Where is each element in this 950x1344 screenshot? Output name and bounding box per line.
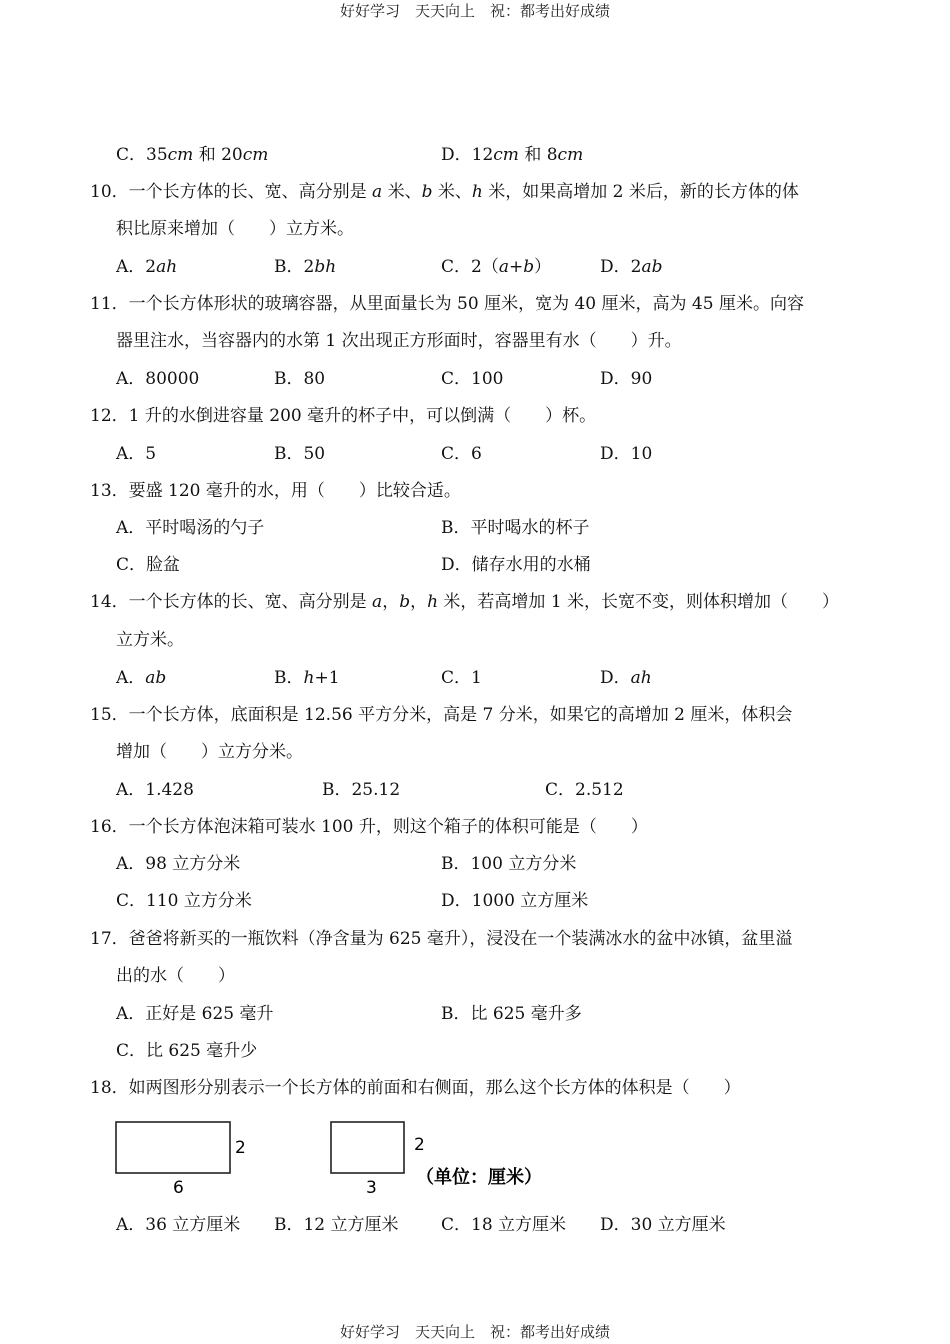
question-17-option-a[interactable]: A．正好是 625 毫升 bbox=[116, 1004, 274, 1024]
front-face-rect bbox=[116, 1122, 230, 1173]
side-face-rect bbox=[331, 1122, 404, 1173]
question-10-option-a[interactable]: A．2ah bbox=[116, 257, 178, 277]
prev-option-c: C．35cm 和 20cm bbox=[116, 145, 269, 165]
question-16-text: 16．一个长方体泡沫箱可装水 100 升，则这个箱子的体积可能是（ ） bbox=[90, 817, 648, 837]
question-10-option-c[interactable]: C．2（a+b） bbox=[441, 257, 552, 277]
question-12-option-d[interactable]: D．10 bbox=[600, 444, 653, 464]
question-15-option-a[interactable]: A．1.428 bbox=[116, 780, 194, 800]
question-14-option-a[interactable]: A．ab bbox=[116, 668, 167, 688]
question-18-option-d[interactable]: D．30 立方厘米 bbox=[600, 1215, 726, 1235]
question-11-text-cont: 器里注水，当容器内的水第 1 次出现正方形面时，容器里有水（ ）升。 bbox=[116, 331, 682, 351]
question-16-option-c[interactable]: C．110 立方分米 bbox=[116, 891, 252, 911]
question-13-option-c[interactable]: C．脸盆 bbox=[116, 555, 181, 575]
question-15-option-b[interactable]: B．25.12 bbox=[322, 780, 401, 800]
question-18-option-b[interactable]: B．12 立方厘米 bbox=[274, 1215, 399, 1235]
question-14-option-c[interactable]: C．1 bbox=[441, 668, 482, 688]
question-10-option-b[interactable]: B．2bh bbox=[274, 257, 337, 277]
question-13-option-a[interactable]: A．平时喝汤的勺子 bbox=[116, 518, 265, 538]
question-14-option-d[interactable]: D．ah bbox=[600, 668, 652, 688]
question-16-option-b[interactable]: B．100 立方分米 bbox=[441, 854, 577, 874]
question-16-option-a[interactable]: A．98 立方分米 bbox=[116, 854, 241, 874]
question-13-text: 13．要盛 120 毫升的水，用（ ）比较合适。 bbox=[90, 481, 461, 501]
side-face-width-label: 3 bbox=[366, 1178, 377, 1198]
question-10-text-cont: 积比原来增加（ ）立方米。 bbox=[116, 219, 354, 239]
question-12-option-a[interactable]: A．5 bbox=[116, 444, 157, 464]
question-11-option-a[interactable]: A．80000 bbox=[116, 369, 200, 389]
prev-option-d: D．12cm 和 8cm bbox=[441, 145, 584, 165]
question-11-option-c[interactable]: C．100 bbox=[441, 369, 504, 389]
question-10-option-d[interactable]: D．2ab bbox=[600, 257, 663, 277]
question-12-option-b[interactable]: B．50 bbox=[274, 444, 326, 464]
question-17-text-cont: 出的水（ ） bbox=[116, 966, 235, 986]
question-15-option-c[interactable]: C．2.512 bbox=[545, 780, 624, 800]
question-18-option-a[interactable]: A．36 立方厘米 bbox=[116, 1215, 241, 1235]
question-11-option-d[interactable]: D．90 bbox=[600, 369, 653, 389]
question-12-option-c[interactable]: C．6 bbox=[441, 444, 482, 464]
question-10-text: 10．一个长方体的长、宽、高分别是 a 米、b 米、h 米，如果高增加 2 米后，新的长方体的体 bbox=[90, 182, 799, 202]
question-16-option-d[interactable]: D．1000 立方厘米 bbox=[441, 891, 589, 911]
question-11-option-b[interactable]: B．80 bbox=[274, 369, 326, 389]
question-17-option-b[interactable]: B．比 625 毫升多 bbox=[441, 1004, 582, 1024]
question-17-text: 17．爸爸将新买的一瓶饮料（净含量为 625 毫升），浸没在一个装满冰水的盆中冰镇，盆里溢 bbox=[90, 929, 793, 949]
question-13-option-d[interactable]: D．储存水用的水桶 bbox=[441, 555, 591, 575]
question-11-text: 11．一个长方体形状的玻璃容器，从里面量长为 50 厘米，宽为 40 厘米，高为 45 厘米。向容 bbox=[90, 294, 804, 314]
front-face-height-label: 2 bbox=[235, 1138, 246, 1158]
question-12-text: 12．1 升的水倒进容量 200 毫升的杯子中，可以倒满（ ）杯。 bbox=[90, 406, 597, 426]
question-15-text: 15．一个长方体，底面积是 12.56 平方分米，高是 7 分米，如果它的高增加 2 厘米，体积会 bbox=[90, 705, 793, 725]
question-14-option-b[interactable]: B．h+1 bbox=[274, 668, 340, 688]
page-footer: 好好学习 天天向上 祝：都考出好成绩 bbox=[339, 1323, 610, 1341]
question-14-text-cont: 立方米。 bbox=[116, 630, 184, 650]
question-18-text: 18．如两图形分别表示一个长方体的前面和右侧面，那么这个长方体的体积是（ ） bbox=[90, 1078, 741, 1098]
question-15-text-cont: 增加（ ）立方分米。 bbox=[116, 742, 303, 762]
question-14-text: 14．一个长方体的长、宽、高分别是 a，b，h 米，若高增加 1 米，长宽不变，则体积增加（ ） bbox=[90, 592, 840, 612]
question-17-option-c[interactable]: C．比 625 毫升少 bbox=[116, 1041, 258, 1061]
question-13-option-b[interactable]: B．平时喝水的杯子 bbox=[441, 518, 590, 538]
side-face-height-label: 2 bbox=[414, 1135, 425, 1155]
page-header: 好好学习 天天向上 祝：都考出好成绩 bbox=[339, 2, 610, 20]
question-18-option-c[interactable]: C．18 立方厘米 bbox=[441, 1215, 567, 1235]
front-face-width-label: 6 bbox=[173, 1178, 184, 1198]
figure-unit-label: （单位：厘米） bbox=[416, 1167, 542, 1188]
